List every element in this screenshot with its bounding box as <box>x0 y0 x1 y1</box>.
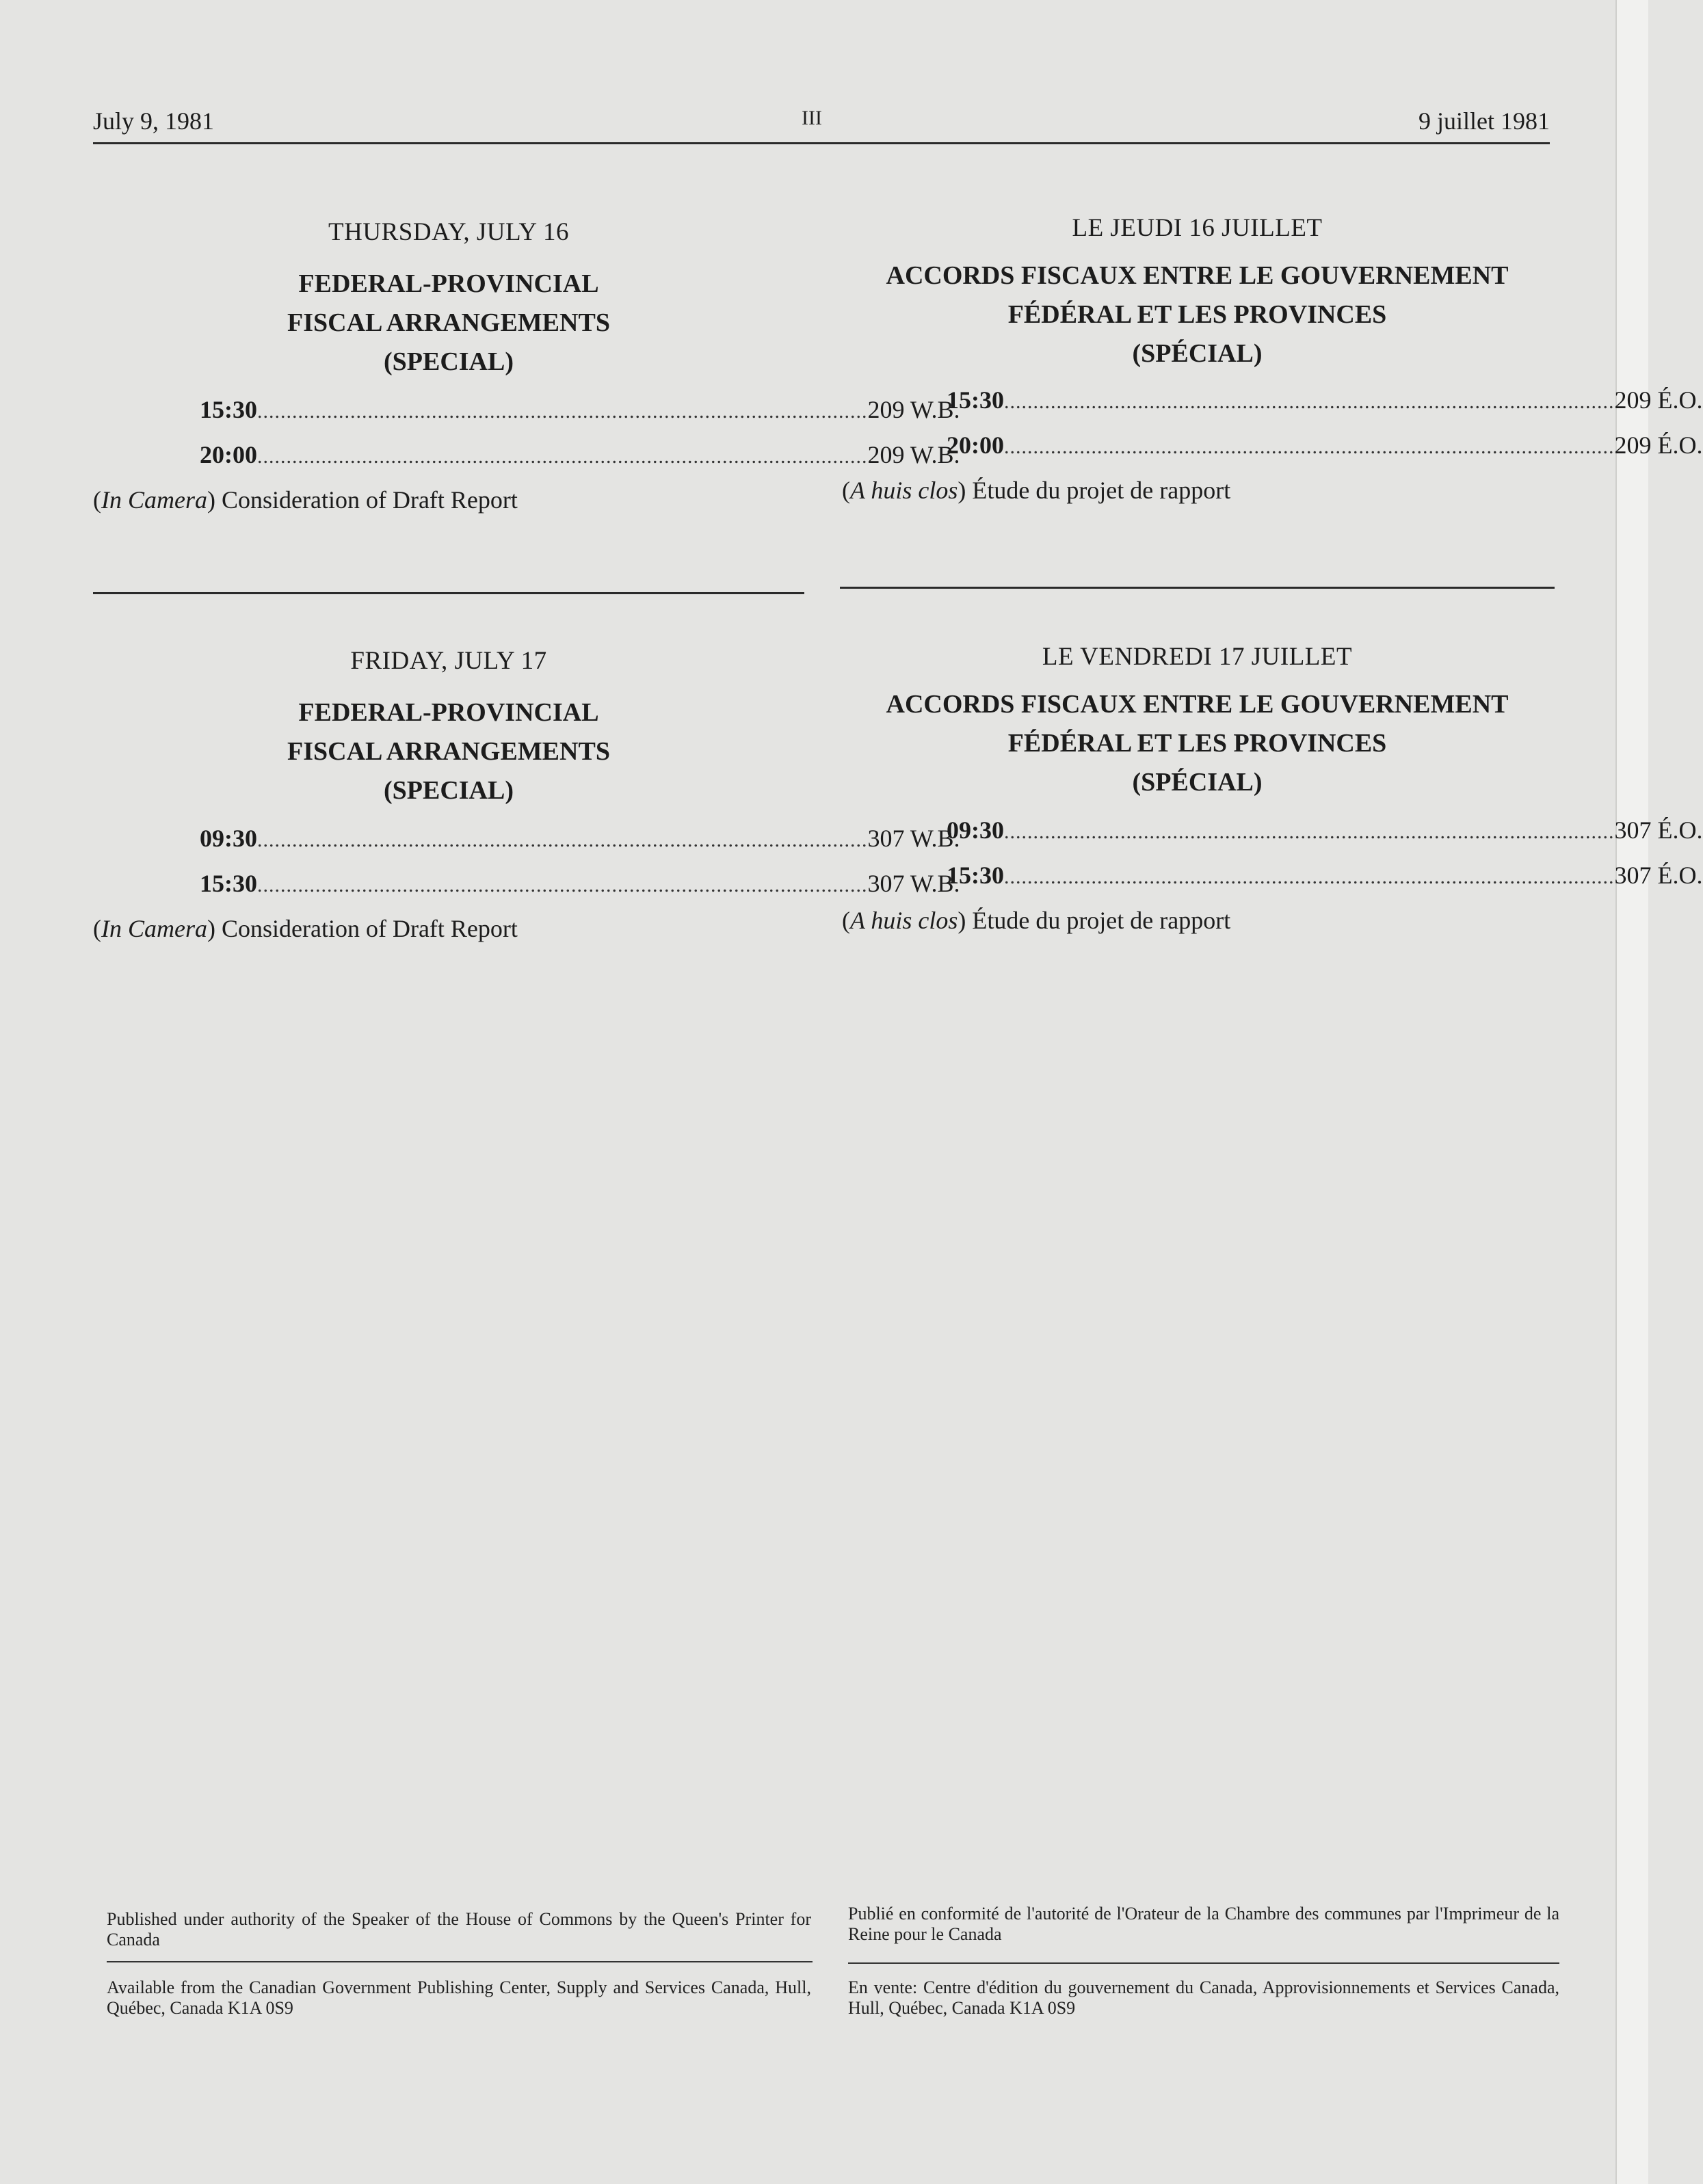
meeting-room: 307 W.B. <box>867 870 960 897</box>
footer-rule-en <box>107 1961 813 1962</box>
meeting-time: 15:30 <box>200 396 257 423</box>
meeting-note: (A huis clos) Étude du projet de rapport <box>842 477 1231 504</box>
note-text: Consideration of Draft Report <box>222 915 518 942</box>
header-page-number: III <box>802 107 822 129</box>
meeting-time: 15:30 <box>947 862 1004 889</box>
header-date-fr: 9 juillet 1981 <box>1418 107 1550 135</box>
section-separator <box>93 592 804 594</box>
note-italic: In Camera <box>101 915 207 942</box>
meeting-note: (In Camera) Consideration of Draft Report <box>93 486 518 514</box>
leader-dots: ......................................................................................................... <box>1004 436 1615 458</box>
note-italic: In Camera <box>101 486 207 514</box>
meeting-row <box>200 824 960 869</box>
leader-dots: ......................................................................................................... <box>257 445 868 468</box>
meeting-room: 209 W.B. <box>867 396 960 423</box>
page-edge <box>1615 0 1648 2184</box>
committee-title-line1: ACCORDS FISCAUX ENTRE LE GOUVERNEMENT <box>886 261 1509 290</box>
note-text: Étude du projet de rapport <box>972 907 1231 934</box>
note-text: Étude du projet de rapport <box>972 477 1231 504</box>
meeting-time: 20:00 <box>200 441 257 468</box>
meeting-row <box>200 395 960 440</box>
meeting-room: 209 W.B. <box>867 441 960 468</box>
leader-dots: ......................................................................................................... <box>1004 866 1615 888</box>
footer-rule-fr <box>848 1962 1559 1964</box>
footer-available-fr: En vente: Centre d'édition du gouvernement du Canada, Approvisionnements et Services Canada, Hull, Québec, Canada K1A 0S9 <box>848 1977 1559 2018</box>
leader-dots: ......................................................................................................... <box>257 874 868 896</box>
note-italic: A huis clos <box>850 477 958 504</box>
meeting-room: 307 W.B. <box>867 825 960 852</box>
day-heading: FRIDAY, JULY 17 <box>350 647 547 675</box>
footer-published-en: Published under authority of the Speaker of the House of Commons by the Queen's Printer for Canada <box>107 1909 811 1949</box>
day-heading: LE VENDREDI 17 JUILLET <box>1042 643 1353 671</box>
committee-title-line1: ACCORDS FISCAUX ENTRE LE GOUVERNEMENT <box>886 690 1509 719</box>
note-italic: A huis clos <box>850 907 958 934</box>
committee-title-line3: (SPECIAL) <box>383 347 514 376</box>
footer-available-en: Available from the Canadian Government Publishing Center, Supply and Services Canada, Hull, Québec, Canada K1A 0S9 <box>107 1977 811 2018</box>
schedule-vendredi-fr <box>840 642 1703 935</box>
committee-title-line2: FÉDÉRAL ET LES PROVINCES <box>1007 729 1387 758</box>
meeting-row <box>947 431 1703 476</box>
meeting-row <box>947 861 1703 906</box>
day-heading: LE JEUDI 16 JUILLET <box>1072 214 1323 242</box>
meeting-room: 209 É.O. <box>1614 431 1703 459</box>
committee-title-line3: (SPECIAL) <box>383 776 514 805</box>
meeting-row <box>947 816 1703 861</box>
meeting-time: 20:00 <box>947 431 1004 459</box>
committee-title-line1: FEDERAL-PROVINCIAL <box>298 698 599 727</box>
meeting-note: (A huis clos) Étude du projet de rapport <box>842 907 1231 934</box>
header-date-en: July 9, 1981 <box>93 107 215 135</box>
meeting-time: 09:30 <box>947 816 1004 844</box>
section-separator <box>840 587 1555 589</box>
committee-title-line2: FISCAL ARRANGEMENTS <box>287 737 610 766</box>
committee-title-line2: FÉDÉRAL ET LES PROVINCES <box>1007 300 1387 329</box>
meeting-time: 09:30 <box>200 825 257 852</box>
leader-dots: ......................................................................................................... <box>257 400 868 423</box>
header-rule <box>93 142 1550 144</box>
meeting-room: 209 É.O. <box>1614 386 1703 414</box>
meeting-time: 15:30 <box>947 386 1004 414</box>
committee-title-line1: FEDERAL-PROVINCIAL <box>298 269 599 298</box>
leader-dots: ......................................................................................................... <box>1004 390 1615 413</box>
meeting-row <box>200 869 960 914</box>
committee-title-line2: FISCAL ARRANGEMENTS <box>287 308 610 337</box>
leader-dots: ......................................................................................................... <box>257 829 868 851</box>
meeting-time: 15:30 <box>200 870 257 897</box>
leader-dots: ......................................................................................................... <box>1004 821 1615 843</box>
meeting-row <box>200 440 960 485</box>
meeting-room: 307 É.O. <box>1614 862 1703 889</box>
note-text: Consideration of Draft Report <box>222 486 518 514</box>
meeting-row <box>947 386 1703 431</box>
meeting-note: (In Camera) Consideration of Draft Report <box>93 915 518 942</box>
day-heading: THURSDAY, JULY 16 <box>328 218 569 246</box>
footer-published-fr: Publié en conformité de l'autorité de l'Orateur de la Chambre des communes par l'Imprimeur de la Reine pour le Canada <box>848 1904 1559 1944</box>
schedule-jeudi-fr <box>840 213 1703 505</box>
committee-title-line3: (SPÉCIAL) <box>1132 339 1263 368</box>
meeting-room: 307 É.O. <box>1614 816 1703 844</box>
committee-title-line3: (SPÉCIAL) <box>1132 768 1263 797</box>
